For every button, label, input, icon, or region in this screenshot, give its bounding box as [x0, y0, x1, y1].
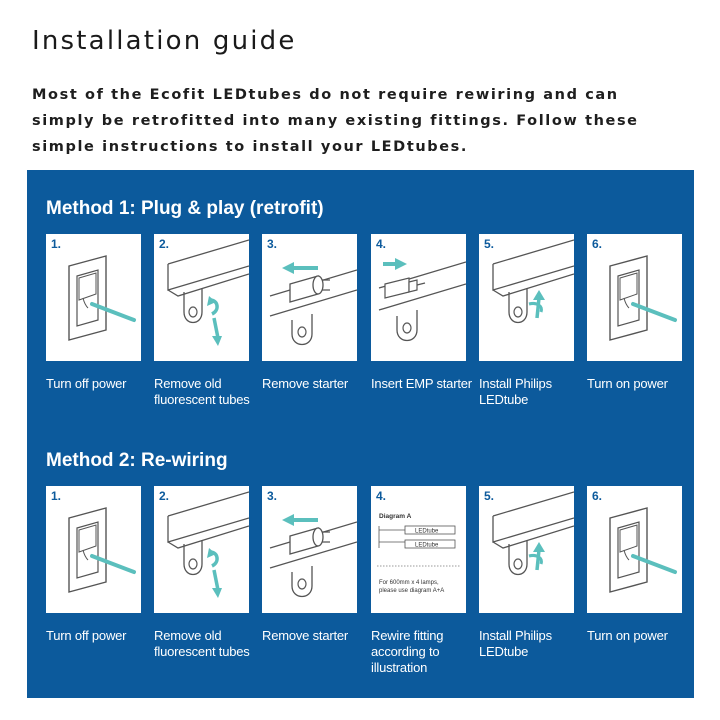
method-1-step-2-card — [154, 234, 249, 361]
method-2-step-4-label: Rewire fitting according to illustration — [371, 628, 444, 675]
diagram-title: Diagram A — [379, 513, 412, 520]
step-number: 2. — [159, 237, 170, 251]
light-switch-icon — [587, 486, 682, 613]
method-2-step-5-card — [479, 486, 574, 613]
step-number: 3. — [267, 489, 278, 503]
method-1-step-1-label: Turn off power — [46, 376, 127, 391]
step-number: 5. — [484, 237, 495, 251]
method-2-step-1-card — [46, 486, 141, 613]
method-2-step-2-card — [154, 486, 249, 613]
installation-guide-panel — [27, 170, 694, 698]
method-2-step-6-card — [587, 486, 682, 613]
method-1-step-6-label: Turn on power — [587, 376, 668, 391]
remove-tube-icon — [154, 486, 249, 613]
step-number: 2. — [159, 489, 170, 503]
diagram-note-line-2: please use diagram A+A — [379, 588, 445, 594]
method-1-step-4-label: Insert EMP starter — [371, 376, 472, 391]
method-1-step-3-card — [262, 234, 357, 361]
step-number: 1. — [51, 237, 62, 251]
step-number: 5. — [484, 489, 495, 503]
remove-tube-icon — [154, 234, 249, 361]
step-number: 6. — [592, 237, 603, 251]
light-switch-icon — [587, 234, 682, 361]
method-1-title: Method 1: Plug & play (retrofit) — [46, 198, 324, 219]
method-1-step-5-label: Install Philips LEDtube — [479, 376, 552, 407]
step-number: 3. — [267, 237, 278, 251]
method-2-step-6-label: Turn on power — [587, 628, 668, 643]
method-1-step-6-card — [587, 234, 682, 361]
method-1-step-5-card — [479, 234, 574, 361]
method-1-step-1-card — [46, 234, 141, 361]
diagram-tube-label-1: LEDtube — [415, 528, 439, 535]
page-title: Installation guide — [32, 26, 297, 56]
wiring-diagram-icon — [371, 486, 466, 613]
method-2-step-1-label: Turn off power — [46, 628, 127, 643]
step-number: 1. — [51, 489, 62, 503]
step-number: 4. — [376, 489, 387, 503]
light-switch-icon — [46, 234, 141, 361]
method-2-step-2-label: Remove old fluorescent tubes — [154, 628, 250, 659]
remove-starter-icon — [262, 234, 357, 361]
method-2-title: Method 2: Re-wiring — [46, 450, 228, 471]
method-1-step-4-card — [371, 234, 466, 361]
method-2-step-3-card — [262, 486, 357, 613]
remove-starter-icon — [262, 486, 357, 613]
step-number: 6. — [592, 489, 603, 503]
install-tube-icon — [479, 486, 574, 613]
method-1-step-2-label: Remove old fluorescent tubes — [154, 376, 250, 407]
insert-starter-icon — [371, 234, 466, 361]
method-1-step-3-label: Remove starter — [262, 376, 349, 391]
method-2-step-5-label: Install Philips LEDtube — [479, 628, 552, 659]
diagram-note-line-1: For 600mm x 4 lamps, — [379, 580, 439, 586]
install-tube-icon — [479, 234, 574, 361]
light-switch-icon — [46, 486, 141, 613]
diagram-tube-label-2: LEDtube — [415, 542, 439, 549]
step-number: 4. — [376, 237, 387, 251]
method-2-step-3-label: Remove starter — [262, 628, 349, 643]
intro-paragraph: Most of the Ecofit LEDtubes do not require rewiring and can simply be retrofitted into many existing fittings. Follow these simple instructions to install your LEDtubes. — [32, 87, 639, 155]
method-2-step-4-card — [371, 486, 466, 613]
